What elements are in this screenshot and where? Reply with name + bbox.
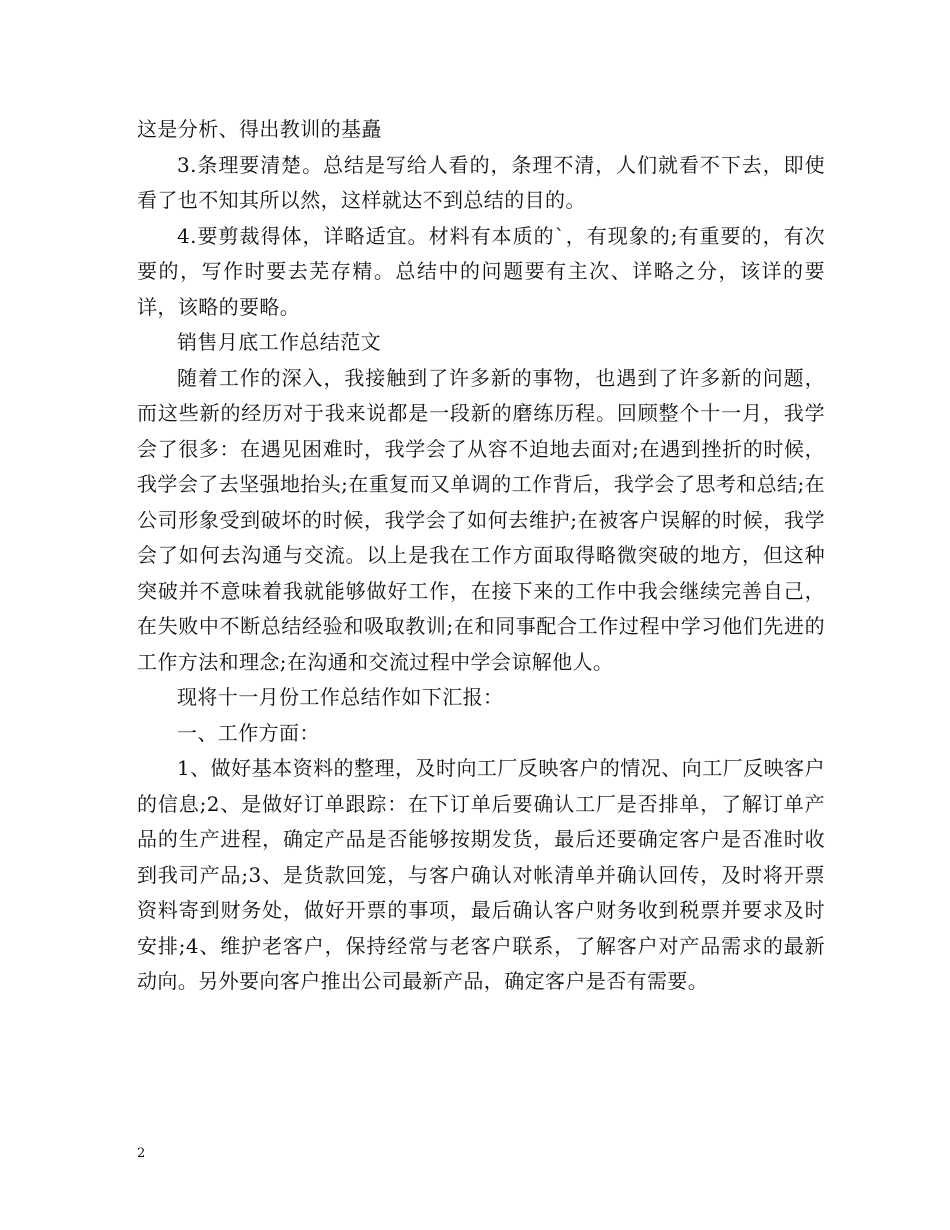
paragraph-report-lead: 现将十一月份工作总结作如下汇报： <box>177 685 504 709</box>
paragraph-point-4: 4.要剪裁得体，详略适宜。材料有本质的`，有现象的;有重要的，有次要的，写作时要去芜存精。总结中的问题要有主次、详略之分，该详的要详，该略的要略。 <box>137 223 825 319</box>
paragraph-continuation: 这是分析、得出教训的基矗 <box>137 117 382 141</box>
paragraph-point-3: 3.条理要清楚。总结是写给人看的，条理不清，人们就看不下去，即使看了也不知其所以然，这样就达不到总结的目的。 <box>137 152 825 212</box>
paragraph-work-items: 1、做好基本资料的整理，及时向工厂反映客户的情况、向工厂反映客户的信息;2、是做好订单跟踪：在下订单后要确认工厂是否排单，了解订单产品的生产进程，确定产品是否能够按期发货，最后还要确定客户是否准时收到我司产品;3、是货款回笼，与客户确认对帐清单并确认回传，及时将开票资料寄到财务处，做好开票的事项，最后确认客户财务收到税票并要求及时安排;4、维护老客户，保持经常与老客户联系，了解客户对产品需求的最新动向。另外要向客户推出公司最新产品，确定客户是否有需要。 <box>137 756 825 993</box>
document-body <box>137 112 825 1000</box>
subheading-work: 一、工作方面： <box>177 720 320 745</box>
page-number: 2 <box>137 1146 146 1161</box>
section-title: 销售月底工作总结范文 <box>177 330 381 354</box>
paragraph-intro: 随着工作的深入，我接触到了许多新的事物，也遇到了许多新的问题，而这些新的经历对于我来说都是一段新的磨练历程。回顾整个十一月，我学会了很多：在遇见困难时，我学会了从容不迫地去面对;在遇到挫折的时候，我学会了去坚强地抬头;在重复而又单调的工作背后，我学会了思考和总结;在公司形象受到破坏的时候，我学会了如何去维护;在被客户误解的时候，我学会了如何去沟通与交流。以上是我在工作方面取得略微突破的地方，但这种突破并不意味着我就能够做好工作，在接下来的工作中我会继续完善自己，在失败中不断总结经验和吸取教训;在和同事配合工作过程中学习他们先进的工作方法和理念;在沟通和交流过程中学会谅解他人。 <box>137 365 825 674</box>
